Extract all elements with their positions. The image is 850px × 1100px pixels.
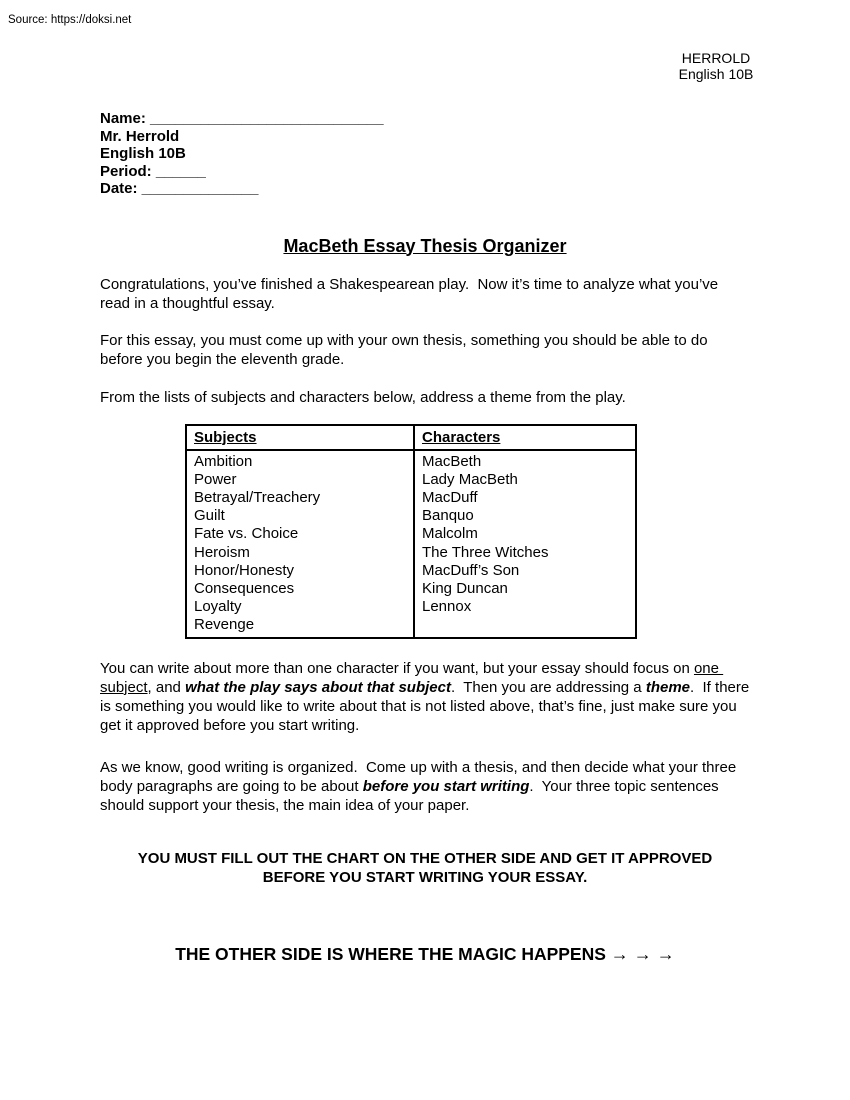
focus-paragraph: [100, 659, 754, 735]
teacher-name-line: Mr. Herrold: [100, 127, 180, 145]
callout-line-2: BEFORE YOU START WRITING YOUR ESSAY.: [262, 868, 588, 886]
subject-item: Revenge: [194, 616, 255, 634]
characters-list-cell: [414, 450, 636, 638]
subject-item: Fate vs. Choice: [194, 525, 299, 543]
intro-paragraph: Congratulations, you’ve finished a Shakespearean play. Now it’s time to analyze what you’ve read in a thoughtful essay.: [100, 275, 723, 312]
character-item: MacDuff’s Son: [422, 561, 520, 579]
subjects-column-header: Subjects: [186, 425, 414, 450]
character-item: MacDuff: [422, 488, 478, 506]
subject-item: Guilt: [194, 507, 225, 525]
header-course-name: English 10B: [678, 66, 754, 82]
one-subject-underlined: one subject: [100, 659, 724, 696]
date-blank-line: Date: ______________: [100, 180, 259, 197]
subjects-list-cell: [186, 450, 414, 638]
student-info-block: [100, 110, 750, 198]
document-header: [633, 50, 799, 82]
name-blank-line: Name: ____________________________: [100, 110, 384, 127]
organization-paragraph-text: As we know, good writing is organized. Come up with a thesis, and then decide what your three body paragraphs are going to be about: [100, 758, 741, 795]
focus-paragraph-text: . Then you are addressing a: [450, 678, 646, 696]
right-arrows-icon: → → →: [610, 943, 675, 964]
subject-item: Consequences: [194, 579, 295, 597]
subjects-characters-table: [185, 424, 637, 639]
header-teacher-name: HERROLD: [681, 50, 751, 66]
focus-paragraph-text: . If there is something you would like to write about that is not listed above, that’s fine, just make sure you get it approved before you start writing.: [100, 678, 754, 734]
theme-emphasis: theme: [645, 678, 691, 696]
subject-item: Loyalty: [194, 598, 242, 616]
footer-text: THE OTHER SIDE IS WHERE THE MAGIC HAPPENS: [175, 943, 611, 964]
organization-paragraph-text: . Your three topic sentences should support your thesis, the main idea of your paper.: [100, 777, 723, 814]
character-item: Malcolm: [422, 525, 478, 543]
organization-paragraph: [100, 758, 750, 815]
course-name-line: English 10B: [100, 145, 186, 162]
source-url-text: Source: https://doksi.net: [8, 14, 132, 26]
page-title: MacBeth Essay Thesis Organizer: [283, 235, 567, 256]
before-writing-emphasis: before you start writing: [362, 777, 530, 795]
character-item: MacBeth: [422, 452, 482, 470]
table-body-row: [186, 450, 636, 638]
subject-item: Honor/Honesty: [194, 561, 295, 579]
subject-item: Heroism: [194, 543, 250, 561]
play-says-emphasis: what the play says about that subject: [185, 678, 451, 696]
subject-item: Betrayal/Treachery: [194, 488, 321, 506]
focus-paragraph-text: You can write about more than one character if you want, but your essay should focus on: [100, 659, 694, 677]
callout-line-1: YOU MUST FILL OUT THE CHART ON THE OTHER SIDE AND GET IT APPROVED: [137, 849, 713, 867]
character-item: Lennox: [422, 598, 472, 616]
character-item: Lady MacBeth: [422, 470, 518, 488]
character-item: King Duncan: [422, 579, 508, 597]
thesis-paragraph: For this essay, you must come up with your own thesis, something you should be able to do before you begin the eleventh grade.: [100, 331, 712, 368]
table-header-row: [186, 425, 636, 450]
period-blank-line: Period: ______: [100, 162, 206, 180]
lists-paragraph: From the lists of subjects and characters below, address a theme from the play.: [100, 388, 626, 406]
character-item: Banquo: [422, 507, 474, 525]
document-body: [100, 110, 754, 965]
focus-paragraph-text: , and: [147, 678, 186, 696]
subject-item: Power: [194, 470, 237, 488]
magic-happens-footer: [100, 943, 750, 965]
character-item: The Three Witches: [422, 543, 549, 561]
chart-approval-callout: [100, 849, 750, 887]
characters-column-header: Characters: [414, 425, 636, 450]
subject-item: Ambition: [194, 452, 253, 470]
